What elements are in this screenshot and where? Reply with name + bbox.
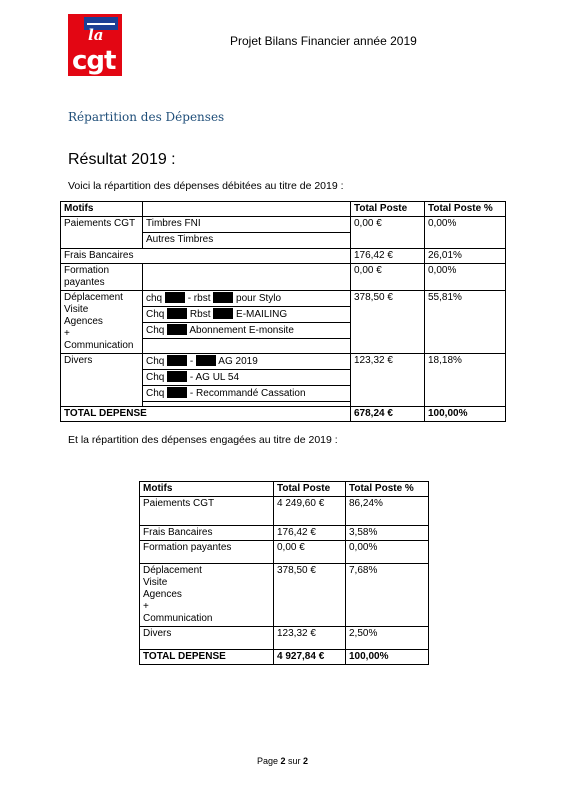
footer-middle: sur: [288, 756, 301, 766]
detail-text: Chq: [146, 309, 165, 320]
label-line: Agences: [143, 589, 182, 600]
redaction-block: [167, 355, 187, 366]
cgt-logo: [68, 14, 122, 76]
label-line: Communication: [143, 613, 213, 624]
detail-text: chq: [146, 293, 163, 304]
label-line: Visite: [64, 304, 89, 315]
detail-text: - rbst: [187, 293, 211, 304]
table-row: [61, 264, 506, 291]
col-motifs: Motifs: [61, 202, 143, 217]
row-label: Paiements CGT: [61, 217, 143, 249]
table-row: [61, 291, 506, 354]
debited-expenses-table: [60, 201, 506, 422]
page-footer: [0, 756, 565, 766]
detail-text: E-MAILING: [236, 309, 288, 320]
label-line: Déplacement: [64, 292, 123, 303]
row-total: 0,00 €: [351, 217, 425, 249]
table-row: [140, 564, 429, 627]
label-line: Communication: [64, 340, 134, 351]
detail-line: [143, 370, 350, 386]
table-row: [61, 217, 506, 249]
row-total: 123,32 €: [351, 354, 425, 407]
row-total: 378,50 €: [274, 564, 346, 627]
col-pct: Total Poste %: [346, 482, 429, 497]
detail-text: Abonnement E-monsite: [189, 325, 294, 336]
row-details: [143, 264, 351, 291]
table-header-row: [140, 482, 429, 497]
redaction-block: [213, 292, 233, 303]
row-label-multiline: [61, 291, 143, 354]
row-label: Divers: [140, 627, 274, 650]
label-line: +: [64, 328, 70, 339]
table-row: [140, 627, 429, 650]
row-pct: 7,68%: [346, 564, 429, 627]
row-details: [143, 217, 351, 249]
col-motifs: Motifs: [140, 482, 274, 497]
detail-text: -: [189, 356, 194, 367]
footer-total: 2: [303, 756, 309, 766]
redaction-block: [196, 355, 216, 366]
table-header-row: [61, 202, 506, 217]
row-label: Formation payantes: [140, 541, 274, 564]
row-pct: 2,50%: [346, 627, 429, 650]
total-label: TOTAL DEPENSE: [61, 407, 351, 422]
detail-line: Timbres FNI: [143, 217, 350, 233]
detail-text: Chq: [146, 388, 165, 399]
row-pct: 3,58%: [346, 526, 429, 541]
total-row: [61, 407, 506, 422]
total-pct: 100,00%: [425, 407, 506, 422]
detail-text: Chq: [146, 356, 165, 367]
engaged-expenses-table: [139, 481, 429, 665]
total-row: [140, 650, 429, 665]
detail-text: - AG UL 54: [189, 372, 240, 383]
table-row: [140, 526, 429, 541]
redaction-block: [213, 308, 233, 319]
row-details: [143, 291, 351, 354]
detail-text: - Recommandé Cassation: [189, 388, 306, 399]
row-total: 176,42 €: [351, 249, 425, 264]
row-details: [143, 354, 351, 407]
detail-text: pour Stylo: [236, 293, 282, 304]
detail-text: Chq: [146, 325, 165, 336]
section-title: Répartition des Dépenses: [68, 110, 225, 124]
table-row: [140, 541, 429, 564]
row-pct: 18,18%: [425, 354, 506, 407]
intro-engaged: Et la répartition des dépenses engagées au titre de 2019 :: [68, 434, 338, 446]
detail-text: Chq: [146, 372, 165, 383]
detail-line: [143, 354, 350, 370]
total-value: 678,24 €: [351, 407, 425, 422]
row-total: 378,50 €: [351, 291, 425, 354]
detail-line: [143, 291, 350, 307]
footer-prefix: Page: [256, 756, 278, 766]
row-total: 176,42 €: [274, 526, 346, 541]
row-total: 0,00 €: [351, 264, 425, 291]
result-title: Résultat 2019 :: [68, 151, 176, 168]
row-label: Frais Bancaires: [140, 526, 274, 541]
row-label-multiline: [140, 564, 274, 627]
redaction-block: [167, 387, 187, 398]
detail-line: [143, 323, 350, 339]
row-total: 4 249,60 €: [274, 497, 346, 526]
row-pct: 0,00%: [425, 264, 506, 291]
row-pct: 0,00%: [346, 541, 429, 564]
row-pct: 0,00%: [425, 217, 506, 249]
row-pct: 26,01%: [425, 249, 506, 264]
col-total: Total Poste: [274, 482, 346, 497]
footer-page: 2: [280, 756, 286, 766]
label-line: Visite: [143, 577, 168, 588]
col-empty: [143, 202, 351, 217]
row-label: Divers: [61, 354, 143, 407]
header-title: Projet Bilans Financier année 2019: [230, 34, 417, 48]
redaction-block: [165, 292, 185, 303]
redaction-block: [167, 308, 187, 319]
row-total: 123,32 €: [274, 627, 346, 650]
row-label: Frais Bancaires: [61, 249, 351, 264]
table-row: [61, 354, 506, 407]
row-pct: 55,81%: [425, 291, 506, 354]
label-line: Agences: [64, 316, 103, 327]
detail-text: Rbst: [189, 309, 211, 320]
row-label: Formation payantes: [61, 264, 143, 291]
table-row: [140, 497, 429, 526]
total-pct: 100,00%: [346, 650, 429, 665]
detail-line: [143, 386, 350, 402]
row-label: Paiements CGT: [140, 497, 274, 526]
row-total: 0,00 €: [274, 541, 346, 564]
detail-line: [143, 307, 350, 323]
intro-debited: Voici la répartition des dépenses débitées au titre de 2019 :: [68, 180, 344, 192]
col-total: Total Poste: [351, 202, 425, 217]
label-line: Déplacement: [143, 565, 202, 576]
col-pct: Total Poste %: [425, 202, 506, 217]
row-pct: 86,24%: [346, 497, 429, 526]
redaction-block: [167, 371, 187, 382]
total-label: TOTAL DEPENSE: [140, 650, 274, 665]
total-value: 4 927,84 €: [274, 650, 346, 665]
label-line: +: [143, 601, 149, 612]
table-row: [61, 249, 506, 264]
detail-line: Autres Timbres: [146, 234, 214, 245]
logo-la-text: la: [88, 26, 104, 44]
logo-cgt-text: cgt: [72, 46, 116, 76]
redaction-block: [167, 324, 187, 335]
detail-text: AG 2019: [218, 356, 258, 367]
